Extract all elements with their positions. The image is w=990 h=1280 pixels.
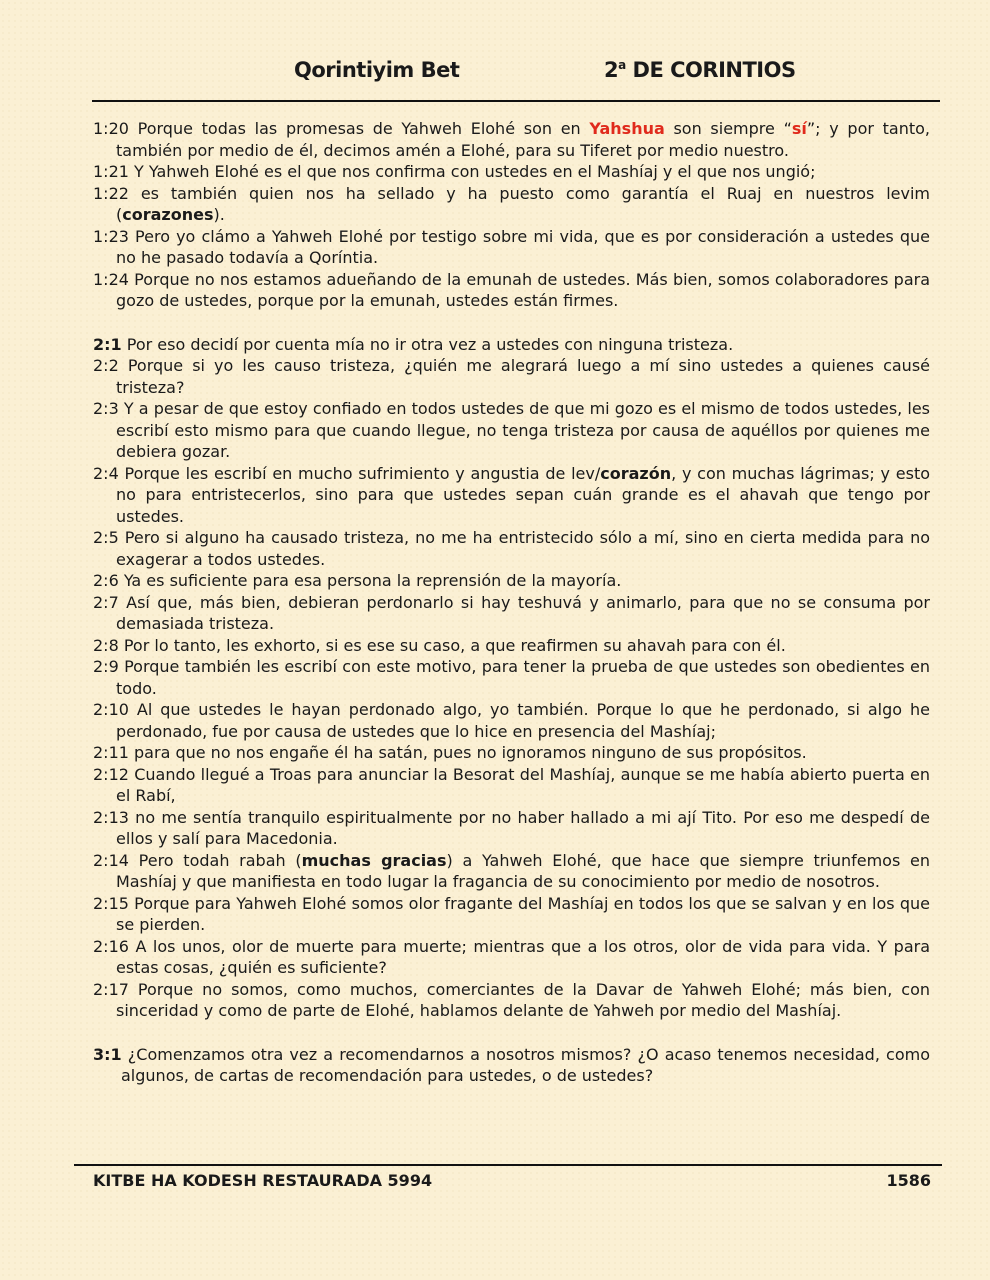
verse-reference: 2:5 [93,528,119,547]
verse-reference: 2:14 [93,850,129,870]
bold-gloss: corazón [600,463,672,483]
verse-text: Porque para Yahweh Elohé somos olor fragante del Mashíaj en todos los que se salvan y en los que se pierden. [116,893,930,934]
verse [88,463,930,528]
verse [88,226,930,269]
highlighted-name: Yahshua [589,119,665,138]
verse-reference: 2:6 [93,571,119,590]
page-header [0,58,990,92]
verse-text: Pero si alguno ha causado tristeza, no me ha entristecido sólo a mí, sino en cierta medida para no exagerar a todos ustedes. [116,528,930,569]
verse-text: son siempre “ [664,119,792,138]
verse-text: Al que ustedes le hayan perdonado algo, yo también. Porque lo que he perdonado, si algo he perdonado, fue por causa de ustedes que lo hice en presencia del Mashíaj; [116,700,930,741]
footer-rule [74,1164,942,1166]
verse-reference: 2:8 [93,635,119,655]
verse-reference: 1:20 [93,119,129,138]
verse [88,850,930,893]
verse-text: es también quien nos ha sellado y ha puesto como garantía el Ruaj en nuestros levim ( [116,183,930,224]
verse [88,118,930,161]
paragraph-gap [93,1022,930,1044]
verse [88,742,930,764]
verse [88,592,930,635]
verse [88,398,930,463]
verse-reference: 2:15 [93,893,129,913]
verse-text: Y Yahweh Elohé es el que nos confirma con ustedes en el Mashíaj y el que nos ungió; [128,162,816,181]
verse-text: Pero yo clámo a Yahweh Elohé por testigo sobre mi vida, que es por consideración a ustedes que no he pasado todavía a Qoríntia. [116,226,930,267]
verse-text: Ya es suficiente para esa persona la reprensión de la mayoría. [118,571,622,590]
verse-reference: 2:16 [93,936,129,956]
verse [88,355,930,398]
verse-text: Por lo tanto, les exhorto, si es ese su caso, a que reafirmen su ahavah para con él. [118,635,786,655]
verse-text: ¿Comenzamos otra vez a recomendarnos a nosotros mismos? ¿O acaso tenemos necesidad, como algunos, de cartas de recomendación para ustedes, o de ustedes? [121,1044,930,1085]
page-number: 1586 [886,1171,931,1190]
verse-text: Y a pesar de que estoy confiado en todos ustedes de que mi gozo es el mismo de todos ustedes, les escribí esto mismo para que cuando llegue, no tenga tristeza por causa de aquéllos por quienes me debiera gozar. [116,399,930,461]
verse-reference: 2:13 [93,807,129,827]
verse [88,699,930,742]
verse-text: no me sentía tranquilo espiritualmente por no haber hallado a mi ají Tito. Por eso me despedí de ellos y salí para Macedonia. [116,807,930,848]
verse-text: ”; y por tanto, también por medio de él, decimos amén a Elohé, para su Tiferet por medio nuestro. [116,119,930,160]
verse-reference: 3:1 [93,1044,122,1064]
verse-text: Así que, más bien, debieran perdonarlo si hay teshuvá y animarlo, para que no se consuma por demasiada tristeza. [116,592,930,633]
verse [88,183,930,226]
verse-reference: 2:3 [93,399,119,418]
verse-reference: 2:7 [93,592,119,612]
verse [88,656,930,699]
bold-gloss: muchas gracias [301,850,447,870]
verse-reference: 2:4 [93,463,119,483]
verse [88,570,930,592]
verse-reference: 1:21 [93,162,129,181]
verse-text: Porque también les escribí con este motivo, para tener la prueba de que ustedes son obedientes en todo. [116,657,930,698]
verse [88,893,930,936]
verse-text: Por eso decidí por cuenta mía no ir otra vez a ustedes con ninguna tristeza. [121,334,734,354]
book-number-ordinal: a [618,58,626,72]
verse-text: A los unos, olor de muerte para muerte; mientras que a los otros, olor de vida para vida. Y para estas cosas, ¿quién es suficiente? [116,936,930,977]
verse [93,1044,930,1087]
paragraph-gap [93,312,930,334]
verse-reference: 1:22 [93,183,129,203]
footer-publication-title: KITBE HA KODESH RESTAURADA 5994 [93,1171,433,1190]
verse [88,764,930,807]
verse-text: Porque les escribí en mucho sufrimiento y angustia de lev/ [118,463,601,483]
verse-reference: 1:23 [93,226,129,246]
verse-text: , y con muchas lágrimas; y esto no para entristecerlos, sino para que ustedes sepan cuán grande es el ahavah que tengo por ustedes. [116,463,931,526]
verse-text: Cuando llegué a Troas para anunciar la Besorat del Mashíaj, aunque se me había abierto puerta en el Rabí, [116,764,930,805]
header-rule [92,100,940,102]
verse-text: Pero todah rabah ( [128,850,302,870]
book-title-hebrew: Qorintiyim Bet [294,58,460,82]
verse [88,807,930,850]
verse-text: para que no nos engañe él ha satán, pues no ignoramos ninguno de sus propósitos. [128,743,807,762]
verse-reference: 2:9 [93,657,119,676]
verse-text: Porque no nos estamos adueñando de la emunah de ustedes. Más bien, somos colaboradores para gozo de ustedes, porque por la emunah, ustedes están firmes. [116,269,930,310]
verse-text: Porque todas las promesas de Yahweh Elohé son en [128,119,590,138]
verse-text: Porque si yo les causo tristeza, ¿quién me alegrará luego a mí sino ustedes a quienes causé tristeza? [116,356,930,397]
verse [88,936,930,979]
verse [88,527,930,570]
book-number: 2 [604,58,619,82]
verse [88,161,930,183]
verse-reference: 2:12 [93,764,129,784]
verse-text: ) a Yahweh Elohé, que hace que siempre triunfemos en Mashíaj y que manifiesta en todo lugar la fragancia de su conocimiento por medio de nosotros. [116,850,930,891]
verse-text: ). [213,205,225,224]
verse-reference: 2:17 [93,979,129,999]
verse-reference: 2:10 [93,700,129,719]
book-name: DE CORINTIOS [625,58,796,82]
verse [88,635,930,657]
verse [88,269,930,312]
verse-reference: 2:2 [93,356,119,375]
verse [93,334,930,356]
bold-gloss: corazones [122,205,214,224]
verse-reference: 2:11 [93,743,129,762]
highlighted-name: sí [791,119,807,138]
verse-reference: 2:1 [93,334,122,354]
verse-text: Porque no somos, como muchos, comerciantes de la Davar de Yahweh Elohé; más bien, con sinceridad y como de parte de Elohé, hablamos delante de Yahweh por medio del Mashíaj. [116,979,930,1020]
verse [88,979,930,1022]
scripture-text [93,118,930,1087]
verse-reference: 1:24 [93,269,129,289]
book-title-spanish [604,58,796,82]
